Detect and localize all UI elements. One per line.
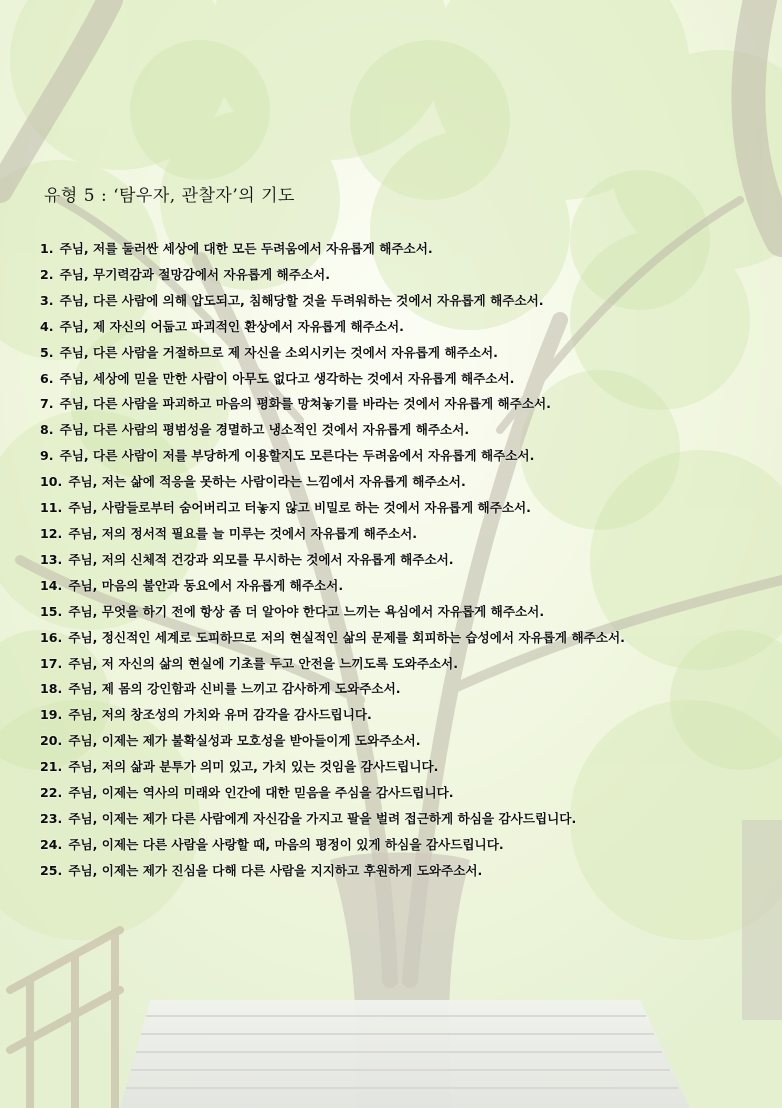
prayer-number: 11. [40,500,63,516]
prayer-text: 주님, 제 몸의 강인함과 신비를 느끼고 감사하게 도와주소서. [68,681,401,697]
prayer-text: 주님, 저는 삶에 적응을 못하는 사람이라는 느낌에서 자유롭게 해주소서. [68,474,466,490]
prayer-text: 주님, 이제는 제가 진심을 다해 다른 사람을 지지하고 후원하게 도와주소서. [68,862,483,878]
prayer-text: 주님, 다른 사람을 거절하므로 제 자신을 소외시키는 것에서 자유롭게 해주소서. [59,344,498,360]
prayer-text: 주님, 정신적인 세계로 도피하므로 저의 현실적인 삶의 문제를 회피하는 습성에서 자유롭게 해주소서. [68,629,625,645]
prayer-number: 2. [40,266,54,282]
prayer-number: 3. [40,292,54,308]
prayer-item [40,702,762,728]
prayer-number: 19. [40,707,63,723]
prayer-text: 주님, 다른 사람에 의해 압도되고, 침해당할 것을 두려워하는 것에서 자유롭게 해주소서. [59,292,544,308]
prayer-number: 14. [40,577,63,593]
prayer-text: 주님, 저 자신의 삶의 현실에 기초를 두고 안전을 느끼도록 도와주소서. [68,655,458,671]
prayer-item [40,288,762,314]
prayer-item [40,806,762,832]
prayer-number: 4. [40,318,54,334]
prayer-item [40,521,762,547]
prayer-item [40,728,762,754]
prayer-number: 22. [40,785,63,801]
prayer-number: 12. [40,525,63,541]
prayer-number: 1. [40,241,54,256]
prayer-text: 주님, 다른 사람을 파괴하고 마음의 평화를 망쳐놓기를 바라는 것에서 자유롭게 해주소서. [59,396,551,412]
prayer-text: 주님, 마음의 불안과 동요에서 자유롭게 해주소서. [68,577,344,593]
prayer-text: 주님, 저를 둘러싼 세상에 대한 모든 두려움에서 자유롭게 해주소서. [59,241,433,256]
prayer-item [40,469,762,495]
prayer-item [40,858,762,884]
prayer-text: 주님, 이제는 제가 불확실성과 모호성을 받아들이게 도와주소서. [68,733,421,749]
prayer-number: 10. [40,474,63,490]
prayer-item [40,391,762,417]
prayer-number: 24. [40,836,63,852]
prayer-text: 주님, 다른 사람이 저를 부당하게 이용할지도 모른다는 두려움에서 자유롭게 해주소서. [59,448,535,464]
prayer-item [40,599,762,625]
prayer-item [40,651,762,677]
prayer-item [40,340,762,366]
prayer-text: 주님, 다른 사람의 평범성을 경멸하고 냉소적인 것에서 자유롭게 해주소서. [59,422,470,438]
prayer-number: 23. [40,810,63,826]
prayer-text: 주님, 무엇을 하기 전에 항상 좀 더 알아야 한다고 느끼는 욕심에서 자유롭게 해주소서. [68,603,545,619]
prayer-item [40,236,762,262]
prayer-text: 주님, 저의 신체적 건강과 외모를 무시하는 것에서 자유롭게 해주소서. [68,551,454,567]
prayer-item [40,314,762,340]
prayer-number: 9. [40,448,54,464]
prayer-item [40,417,762,443]
prayer-item [40,832,762,858]
prayer-number: 7. [40,396,54,412]
prayer-number: 8. [40,422,54,438]
prayer-number: 21. [40,759,63,775]
prayer-item [40,443,762,469]
prayer-text: 주님, 저의 삶과 분투가 의미 있고, 가치 있는 것임을 감사드립니다. [68,759,439,775]
prayer-item [40,495,762,521]
page-title: 유형 5 : ‘탐우자, 관찰자’의 기도 [44,186,295,206]
prayer-item [40,366,762,392]
prayer-number: 25. [40,862,63,878]
prayer-text: 주님, 사람들로부터 숨어버리고 터놓지 않고 비밀로 하는 것에서 자유롭게 해주소서. [68,500,531,516]
prayer-item [40,676,762,702]
prayer-item [40,547,762,573]
prayer-text: 주님, 이제는 제가 다른 사람에게 자신감을 가지고 팔을 벌려 접근하게 하심을 감사드립니다. [68,810,577,826]
prayer-list [40,236,762,884]
prayer-number: 15. [40,603,63,619]
prayer-text: 주님, 제 자신의 어둡고 파괴적인 환상에서 자유롭게 해주소서. [59,318,404,334]
prayer-number: 6. [40,370,54,386]
prayer-text: 주님, 이제는 다른 사람을 사랑할 때, 마음의 평정이 있게 하심을 감사드립니다. [68,836,504,852]
prayer-text: 주님, 무기력감과 절망감에서 자유롭게 해주소서. [59,266,330,282]
prayer-text: 주님, 저의 창조성의 가치와 유머 감각을 감사드립니다. [68,707,372,723]
prayer-number: 17. [40,655,63,671]
prayer-text: 주님, 저의 정서적 필요를 늘 미루는 것에서 자유롭게 해주소서. [68,525,418,541]
prayer-text: 주님, 세상에 믿을 만한 사람이 아무도 없다고 생각하는 것에서 자유롭게 해주소서. [59,370,515,386]
prayer-number: 13. [40,551,63,567]
prayer-item [40,754,762,780]
prayer-item [40,262,762,288]
prayer-item [40,780,762,806]
prayer-number: 16. [40,629,63,645]
prayer-number: 20. [40,733,63,749]
prayer-number: 18. [40,681,63,697]
prayer-text: 주님, 이제는 역사의 미래와 인간에 대한 믿음을 주심을 감사드립니다. [68,785,454,801]
prayer-item [40,573,762,599]
prayer-number: 5. [40,344,54,360]
prayer-item [40,625,762,651]
